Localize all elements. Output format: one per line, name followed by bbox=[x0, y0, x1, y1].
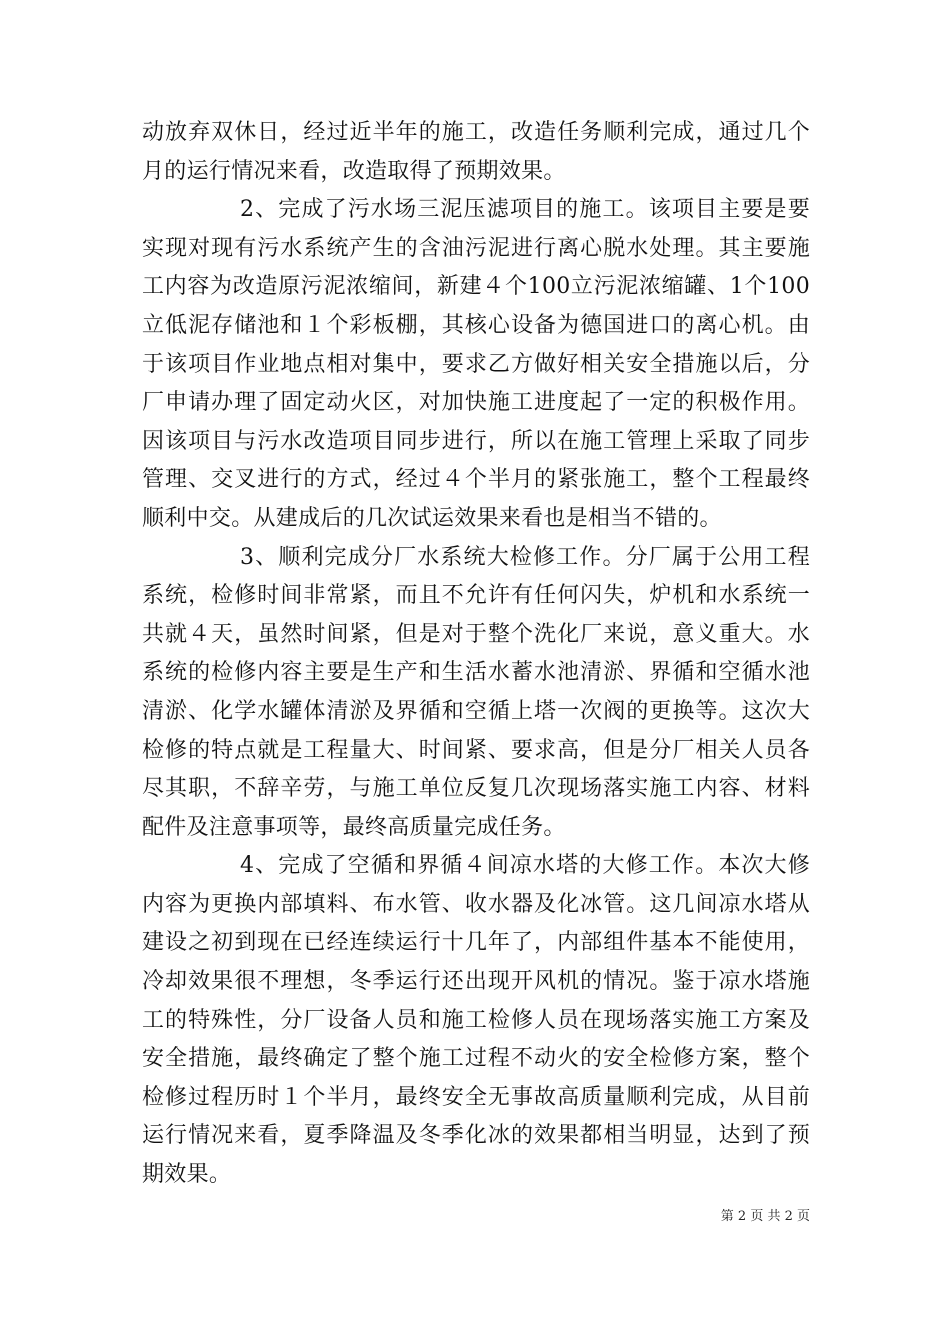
paragraph-item-3: 3、顺利完成分厂水系统大检修工作。分厂属于公用工程系统，检修时间非常紧，而且不允许有任何闪失，炉机和水系统一共就４天，虽然时间紧，但是对于整个洗化厂来说，意义重大。水系统的检修内容主要是生产和生活水蓄水池清淤、界循和空循水池清淤、化学水罐体清淤及界循和空循上塔一次阀的更换等。这次大检修的特点就是工程量大、时间紧、要求高，但是分厂相关人员各尽其职，不辞辛劳，与施工单位反复几次现场落实施工内容、材料配件及注意事项等，最终高质量完成任务。 bbox=[142, 544, 810, 840]
paragraph-item-4: 4、完成了空循和界循４间凉水塔的大修工作。本次大修内容为更换内部填料、布水管、收水器及化冰管。这几间凉水塔从建设之初到现在已经连续运行十几年了，内部组件基本不能使用，冷却效果很不理想，冬季运行还出现开风机的情况。鉴于凉水塔施工的特殊性，分厂设备人员和施工检修人员在现场落实施工方案及安全措施，最终确定了整个施工过程不动火的安全检修方案，整个检修过程历时１个半月，最终安全无事故高质量顺利完成，从目前运行情况来看，夏季降温及冬季化冰的效果都相当明显，达到了预期效果。 bbox=[142, 853, 810, 1188]
page-number-footer: 第 2 页 共 2 页 bbox=[720, 1209, 810, 1224]
paragraph-continuation: 动放弃双休日，经过近半年的施工，改造任务顺利完成，通过几个月的运行情况来看，改造取得了预期效果。 bbox=[142, 120, 810, 184]
document-body bbox=[142, 114, 810, 1195]
paragraph-item-2: 2、完成了污水场三泥压滤项目的施工。该项目主要是要实现对现有污水系统产生的含油污泥进行离心脱水处理。其主要施工内容为改造原污泥浓缩间，新建４个100立污泥浓缩罐、1个100立低泥存储池和１个彩板棚，其核心设备为德国进口的离心机。由于该项目作业地点相对集中，要求乙方做好相关安全措施以后，分厂申请办理了固定动火区，对加快施工进度起了一定的积极作用。因该项目与污水改造项目同步进行，所以在施工管理上采取了同步管理、交叉进行的方式，经过４个半月的紧张施工，整个工程最终顺利中交。从建成后的几次试运效果来看也是相当不错的。 bbox=[142, 197, 810, 531]
